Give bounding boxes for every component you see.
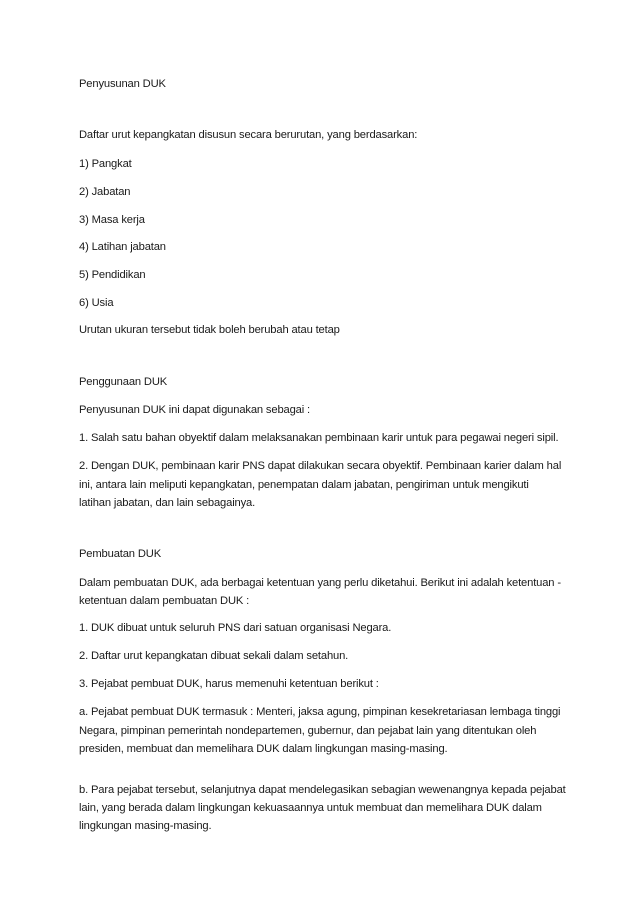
- penggunaan-point-2-line-1: 2. Dengan DUK, pembinaan karir PNS dapat dilakukan secara obyektif. Pembinaan karier dalam hal: [79, 460, 562, 472]
- pembuatan-point-2: 2. Daftar urut kepangkatan dibuat sekali dalam setahun.: [79, 650, 349, 662]
- list-item-masa-kerja: 3) Masa kerja: [79, 214, 145, 226]
- penggunaan-intro: Penyusunan DUK ini dapat digunakan sebagai :: [79, 404, 310, 416]
- list-item-pangkat: 1) Pangkat: [79, 158, 132, 170]
- pembuatan-sub-a-line-1: a. Pejabat pembuat DUK termasuk : Menteri, jaksa agung, pimpinan kesekretariasan lembaga tinggi: [79, 706, 561, 718]
- section-heading-penggunaan: Penggunaan DUK: [79, 376, 168, 388]
- penggunaan-point-2-line-3: latihan jabatan, dan lain sebagainya.: [79, 497, 256, 509]
- pembuatan-sub-b-line-1: b. Para pejabat tersebut, selanjutnya dapat mendelegasikan sebagian wewenangnya kepada pejabat: [79, 784, 566, 796]
- pembuatan-point-1: 1. DUK dibuat untuk seluruh PNS dari satuan organisasi Negara.: [79, 622, 392, 634]
- list-item-latihan-jabatan: 4) Latihan jabatan: [79, 241, 166, 253]
- pembuatan-sub-b-line-2: lain, yang berada dalam lingkungan kekuasaannya untuk membuat dan memelihara DUK dalam: [79, 802, 542, 814]
- pembuatan-intro-line-2: ketentuan dalam pembuatan DUK :: [79, 595, 250, 607]
- pembuatan-sub-b-line-3: lingkungan masing-masing.: [79, 820, 212, 832]
- pembuatan-sub-a-line-3: presiden, membuat dan memelihara DUK dalam lingkungan masing-masing.: [79, 743, 448, 755]
- list-item-pendidikan: 5) Pendidikan: [79, 269, 146, 281]
- pembuatan-point-3: 3. Pejabat pembuat DUK, harus memenuhi ketentuan berikut :: [79, 678, 379, 690]
- pembuatan-sub-a-line-2: Negara, pimpinan pemerintah nondepartemen, gubernur, dan pejabat lain yang ditentukan oleh: [79, 725, 537, 737]
- section-heading-pembuatan: Pembuatan DUK: [79, 548, 162, 560]
- penyusunan-intro: Daftar urut kepangkatan disusun secara berurutan, yang berdasarkan:: [79, 129, 418, 141]
- pembuatan-intro-line-1: Dalam pembuatan DUK, ada berbagai ketentuan yang perlu diketahui. Berikut ini adalah ketentuan -: [79, 577, 561, 589]
- list-item-usia: 6) Usia: [79, 297, 114, 309]
- penggunaan-point-1: 1. Salah satu bahan obyektif dalam melaksanakan pembinaan karir untuk para pegawai negeri sipil.: [79, 432, 559, 444]
- penggunaan-point-2-line-2: ini, antara lain meliputi kepangkatan, penempatan dalam jabatan, pengiriman untuk mengikuti: [79, 479, 529, 491]
- section-heading-penyusunan: Penyusunan DUK: [79, 78, 166, 90]
- penyusunan-closing: Urutan ukuran tersebut tidak boleh berubah atau tetap: [79, 324, 340, 336]
- list-item-jabatan: 2) Jabatan: [79, 186, 131, 198]
